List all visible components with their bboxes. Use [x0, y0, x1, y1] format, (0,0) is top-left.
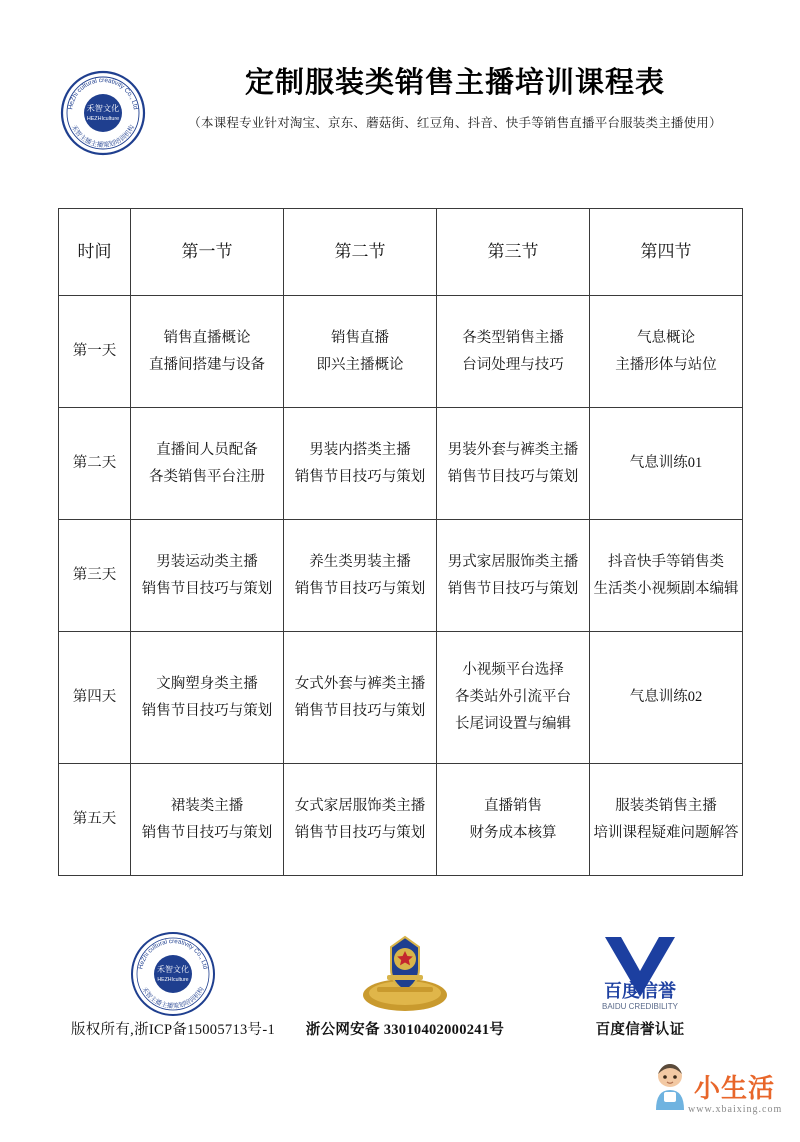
watermark-subtext: www.xbaixing.com [688, 1104, 783, 1115]
cell-line: 财务成本核算 [469, 824, 557, 841]
cell-line: 直播间搭建与设备 [149, 356, 265, 373]
page-subtitle: （本课程专业针对淘宝、京东、蘑菇街、红豆角、抖音、快手等销售直播平台服装类主播使用） [188, 115, 722, 130]
svg-text:HeZhi cultural creativity Co.,: HeZhi cultural creativity Co., Ltd [137, 937, 209, 970]
table-row [59, 296, 743, 408]
table-cell [590, 520, 743, 632]
column-header-session-1: 第一节 [131, 209, 284, 296]
cell-line: 销售直播 [331, 329, 389, 346]
cell-line: 销售节目技巧与策划 [294, 702, 426, 719]
table-cell [437, 296, 590, 408]
table-cell [284, 764, 437, 876]
table-cell [284, 408, 437, 520]
cell-line: 生活类小视频剧本编辑 [593, 580, 739, 597]
table-header-row [59, 209, 743, 296]
cell-line: 服装类销售主播 [615, 797, 717, 814]
cell-line: 男装运动类主播 [156, 553, 258, 570]
page-title: 定制服装类销售主播培训课程表 [244, 67, 665, 99]
table-cell [590, 632, 743, 764]
cell-line: 长尾词设置与编辑 [455, 715, 571, 732]
table-row [59, 408, 743, 520]
hezhi-culture-seal-icon [58, 930, 288, 1018]
cell-line: 销售节目技巧与策划 [141, 580, 273, 597]
table-cell [590, 764, 743, 876]
table-row [59, 632, 743, 764]
row-time-label: 第三天 [59, 520, 131, 632]
cell-line: 培训课程疑难问题解答 [593, 824, 739, 841]
table-cell [284, 632, 437, 764]
row-time-label: 第一天 [59, 296, 131, 408]
cell-line: 各类站外引流平台 [455, 689, 571, 706]
baidu-credibility-badge[interactable] [530, 930, 750, 1039]
cell-line: 销售节目技巧与策划 [294, 824, 426, 841]
cell-line: 主播形体与站位 [615, 356, 717, 373]
table-cell [437, 632, 590, 764]
table-row [59, 764, 743, 876]
svg-text:禾智主播主播策划培训机构: 禾智主播主播策划培训机构 [69, 124, 137, 150]
cell-line: 气息概论 [637, 329, 695, 346]
cell-line: 女式外套与裤类主播 [294, 675, 426, 692]
cell-line: 销售直播概论 [163, 329, 251, 346]
cell-line: 气息训练01 [629, 455, 703, 472]
site-watermark [648, 1062, 783, 1132]
svg-text:百度信誉: 百度信誉 [604, 981, 676, 1001]
police-emblem-icon [300, 930, 510, 1018]
svg-text:禾智文化: 禾智文化 [86, 104, 120, 113]
svg-text:禾智文化: 禾智文化 [157, 965, 189, 974]
cell-line: 直播间人员配备 [156, 441, 258, 458]
table-cell [590, 408, 743, 520]
svg-text:禾智主播主播策划培训机构: 禾智主播主播策划培训机构 [140, 986, 206, 1011]
xiaoshenghuo-mascot-icon [648, 1062, 692, 1112]
table-cell [131, 632, 284, 764]
table-cell [131, 520, 284, 632]
police-record-caption: 浙公网安备 33010402000241号 [305, 1022, 505, 1038]
column-header-time: 时间 [59, 209, 131, 296]
document-header [60, 62, 750, 172]
cell-line: 各类型销售主播 [462, 329, 564, 346]
hezhi-culture-seal-icon [60, 70, 146, 156]
cell-line: 气息训练02 [629, 689, 703, 706]
cell-line: 销售节目技巧与策划 [294, 468, 426, 485]
row-time-label: 第二天 [59, 408, 131, 520]
table-cell [284, 296, 437, 408]
table-row [59, 520, 743, 632]
cell-line: 销售节目技巧与策划 [294, 580, 426, 597]
schedule-table [58, 208, 743, 876]
table-cell [131, 296, 284, 408]
cell-line: 男装内搭类主播 [309, 441, 411, 458]
footer [0, 930, 800, 1070]
column-header-session-4: 第四节 [590, 209, 743, 296]
cell-line: 养生类男装主播 [309, 553, 411, 570]
svg-text:HEZHIculture: HEZHIculture [157, 977, 189, 983]
row-time-label: 第五天 [59, 764, 131, 876]
cell-line: 销售节目技巧与策划 [447, 580, 579, 597]
cell-line: 女式家居服饰类主播 [294, 797, 426, 814]
column-header-session-2: 第二节 [284, 209, 437, 296]
cell-line: 销售节目技巧与策划 [141, 824, 273, 841]
cell-line: 直播销售 [484, 797, 542, 814]
cell-line: 男式家居服饰类主播 [447, 553, 579, 570]
table-cell [437, 764, 590, 876]
table-cell [131, 764, 284, 876]
table-cell [131, 408, 284, 520]
schedule-table-container [58, 208, 742, 876]
table-cell [437, 408, 590, 520]
cell-line: 裙装类主播 [170, 797, 244, 814]
title-block [160, 66, 750, 132]
baidu-credibility-icon [530, 930, 750, 1018]
police-record-badge[interactable] [300, 930, 510, 1039]
cell-line: 即兴主播概论 [316, 356, 404, 373]
svg-text:HeZhi cultural creativity Co.,: HeZhi cultural creativity Co., Ltd [67, 76, 139, 111]
cell-line: 各类销售平台注册 [149, 468, 265, 485]
icp-badge [58, 930, 288, 1039]
svg-text:BAIDU CREDIBILITY: BAIDU CREDIBILITY [601, 1002, 679, 1011]
icp-caption: 版权所有,浙ICP备15005713号-1 [70, 1022, 276, 1038]
cell-line: 销售节目技巧与策划 [141, 702, 273, 719]
table-cell [590, 296, 743, 408]
cell-line: 台词处理与技巧 [462, 356, 564, 373]
table-cell [437, 520, 590, 632]
svg-text:HEZHIculture: HEZHIculture [86, 116, 120, 122]
table-cell [284, 520, 437, 632]
cell-line: 抖音快手等销售类 [608, 553, 724, 570]
watermark-text: 小生活 [694, 1074, 776, 1103]
column-header-session-3: 第三节 [437, 209, 590, 296]
cell-line: 男装外套与裤类主播 [447, 441, 579, 458]
cell-line: 文胸塑身类主播 [156, 675, 258, 692]
cell-line: 小视频平台选择 [462, 662, 564, 679]
row-time-label: 第四天 [59, 632, 131, 764]
cell-line: 销售节目技巧与策划 [447, 468, 579, 485]
baidu-credibility-caption: 百度信誉认证 [595, 1022, 685, 1038]
